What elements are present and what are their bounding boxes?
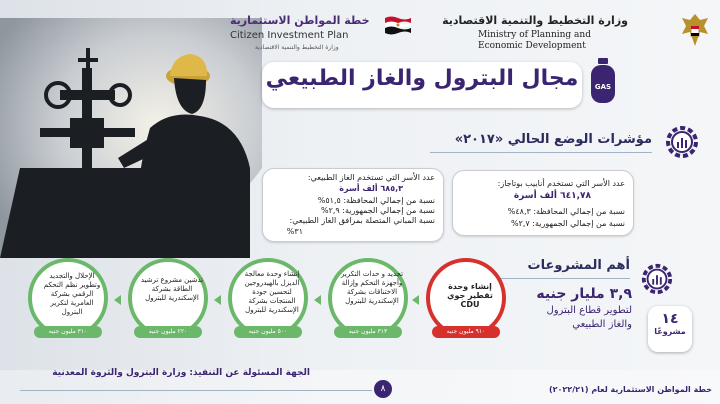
project-count-badge — [648, 306, 692, 352]
footer-divider — [20, 390, 372, 391]
project-3-amount: ٥٠٠ مليون جنيه — [234, 326, 302, 338]
total-investment-description — [530, 304, 632, 332]
page-number: ٨ — [374, 380, 392, 398]
egypt-eagle-emblem-icon — [678, 10, 712, 50]
description-line-1: لتطوير قطاع البترول — [546, 305, 632, 316]
project-count-number: ١٤ — [661, 311, 679, 327]
plan-title-english: Citizen Investment Plan — [230, 30, 349, 41]
ng-governorate-share: نسبة من إجمالي المحافظة: ٥١,٥% — [317, 196, 435, 205]
project-3-text: إنشاء وحدة معالجة الديزل بالهيدروجين لتحسين جودة المنتجات بشركة الإسكندرية للبترول — [244, 270, 300, 314]
gas-cylinder-icon — [588, 56, 618, 106]
project-4-amount: ٢٢٠ مليون جنيه — [134, 326, 202, 338]
project-1-text: إنشاء وحدة تقطير جوي CDU — [447, 282, 493, 309]
ng-buildings-label: نسبة المباني المتصلة بمرافق الغاز الطبيعي: — [289, 216, 435, 225]
project-4-text: تدشين مشروع ترشيد الطاقة بشركة الإسكندرية للبترول — [140, 276, 204, 302]
projects-divider — [500, 278, 630, 279]
project-count-label: مشروعًا — [654, 327, 686, 336]
project-2-text: تجديد و حدات التكرير وأجهزة التحكم وإزالة الاختناقات بشركة الإسكندرية للبترول — [340, 270, 404, 305]
svg-text:GAS: GAS — [594, 83, 612, 91]
ng-value: ٦٨٥,٣ ألف أسرة — [339, 184, 403, 193]
oil-worker-photo — [0, 18, 262, 258]
chevron-left-icon — [114, 295, 121, 305]
page-title: مجال البترول والغاز الطبيعي — [265, 66, 579, 91]
ministry-name-english: Ministry of Planning and Economic Development — [478, 30, 591, 51]
description-line-2: والغاز الطبيعي — [572, 319, 632, 330]
egypt-flag-icon — [385, 14, 411, 36]
ng-national-share: نسبة من إجمالي الجمهورية: ٢,٩% — [320, 206, 435, 215]
natural-gas-households-box — [262, 168, 444, 242]
ng-buildings-value: ٣١% — [286, 227, 303, 236]
lpg-national-share: نسبة من إجمالي الجمهورية: ٢,٧% — [510, 219, 625, 228]
project-5-text: الإحلال والتجديد وتطوير نظم التحكم الرقمي بشركة العامرية لتكرير البترول — [43, 272, 101, 316]
projects-heading: أهم المشروعات — [527, 258, 630, 273]
ministry-name-arabic: وزارة التخطيط والتنمية الاقتصادية — [442, 14, 628, 27]
indicators-divider — [430, 152, 652, 153]
lpg-households-box — [452, 170, 634, 236]
lpg-value: ٦٤١,٧٨ ألف أسرة — [513, 191, 591, 201]
plan-title-arabic: خطة المواطن الاستثمارية — [230, 14, 370, 27]
chevron-left-icon — [314, 295, 321, 305]
total-investment-amount: ٣,٩ مليار جنيه — [536, 286, 632, 302]
plan-subtitle: وزارة التخطيط والتنمية الاقتصادية — [255, 44, 339, 51]
project-2-amount: ٣١٣ مليون جنيه — [334, 326, 402, 338]
chevron-left-icon — [214, 295, 221, 305]
footer-plan-title: خطة المواطن الاستثمارية لعام (٢٠٢٢/٢١) — [549, 385, 712, 394]
chevron-left-icon — [412, 295, 419, 305]
lpg-governorate-share: نسبة من إجمالي المحافظة: ٤٨,٣% — [507, 207, 625, 216]
ng-label: عدد الأسر التي تستخدم الغاز الطبيعي: — [307, 173, 435, 182]
gear-chart-icon — [640, 262, 674, 296]
indicators-heading: مؤشرات الوضع الحالي «٢٠١٧» — [454, 132, 652, 147]
lpg-label: عدد الأسر التي تستخدم أنابيب بوتاجاز: — [497, 179, 625, 188]
gear-chart-icon — [664, 124, 700, 160]
implementing-agency: الجهة المسئولة عن التنفيذ: وزارة البترول والثروة المعدنية — [52, 368, 310, 378]
project-5-amount: ٣١٠ مليون جنيه — [34, 326, 102, 338]
project-1-amount: ٩١٠ مليون جنيه — [432, 326, 500, 338]
